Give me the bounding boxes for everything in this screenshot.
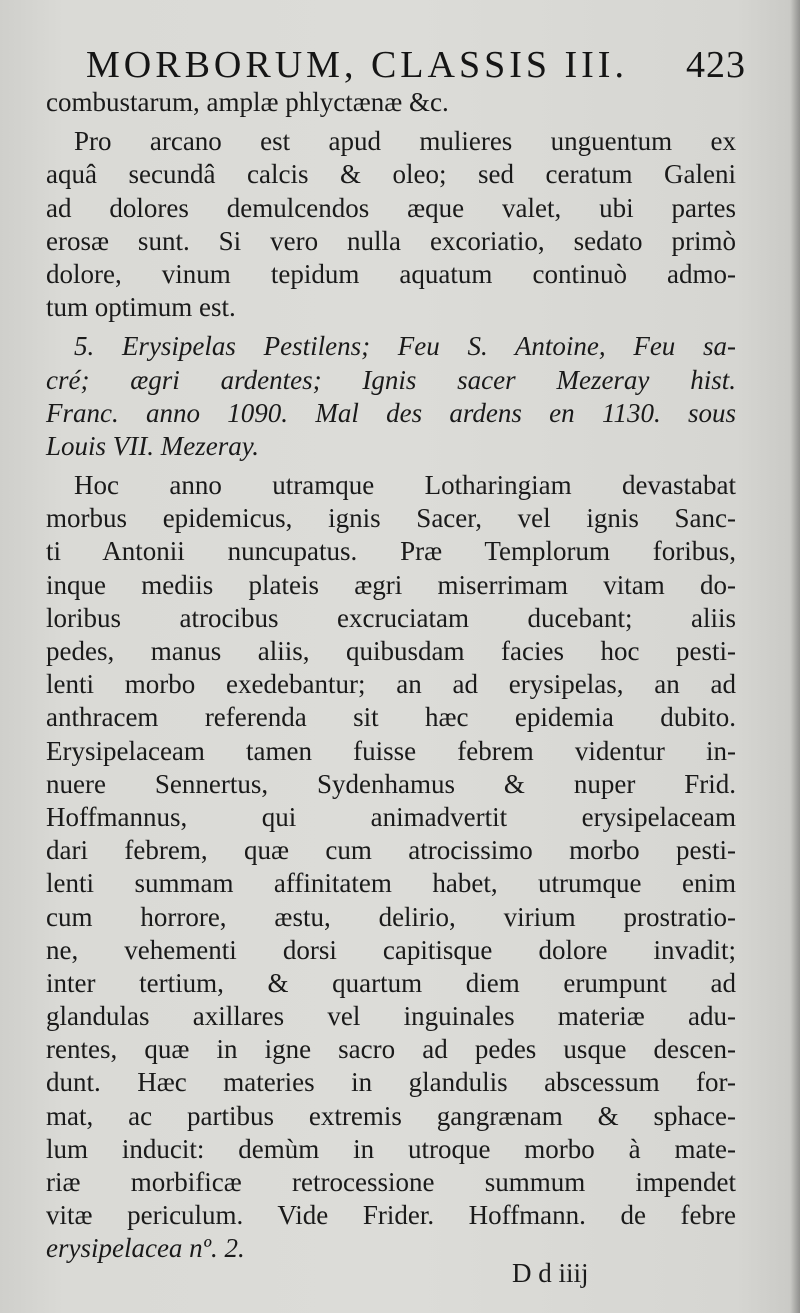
text-line: Hoffmannus, qui animadvertit erysipelaceam <box>46 801 736 832</box>
text-line: lum inducit: demùm in utroque morbo à mate- <box>46 1133 736 1164</box>
text-line: nuere Sennertus, Sydenhamus & nuper Frid. <box>46 768 736 799</box>
text-line: Pro arcano est apud mulieres unguentum ex <box>74 126 736 157</box>
text-line: inque mediis plateis ægri miserrimam vitam do- <box>46 569 736 600</box>
text-line: lenti morbo exedebantur; an ad erysipelas, an ad <box>46 669 736 700</box>
text-line: Louis VII. Mezeray. <box>46 430 259 461</box>
signature-mark: D d iiij <box>512 1258 589 1288</box>
text-line: ad dolores demulcendos æque valet, ubi partes <box>46 192 736 223</box>
text-line: aquâ secundâ calcis & oleo; sed ceratum Galeni <box>46 159 736 190</box>
text-line: dolore, vinum tepidum aquatum continuò admo- <box>46 258 736 289</box>
text-line: tum optimum est. <box>46 292 236 323</box>
text-line: 5. Erysipelas Pestilens; Feu S. Antoine, Feu sa- <box>74 331 736 362</box>
text-line: inter tertium, & quartum diem erumpunt ad <box>46 967 736 998</box>
running-title: MORBORUM, CLASSIS III. <box>86 44 628 86</box>
text-line: ti Antonii nuncupatus. Præ Templorum foribus, <box>46 536 736 567</box>
text-line: pedes, manus aliis, quibusdam facies hoc pesti- <box>46 636 736 666</box>
text-line: Erysipelaceam tamen fuisse febrem videntur in- <box>46 735 736 766</box>
text-line: erosæ sunt. Si vero nulla excoriatio, sedato primò <box>46 225 736 256</box>
text-line: dari febrem, quæ cum atrocissimo morbo pesti- <box>46 835 736 866</box>
text-line: cum horrore, æstu, delirio, virium prostratio- <box>46 901 736 932</box>
text-line: rentes, quæ in igne sacro ad pedes usque descen- <box>46 1034 736 1065</box>
text-line: morbus epidemicus, ignis Sacer, vel ignis Sanc- <box>46 503 736 534</box>
text-line: lenti summam affinitatem habet, utrumque enim <box>46 868 736 899</box>
text-line: riæ morbificæ retrocessione summum impendet <box>46 1167 736 1197</box>
text-line: loribus atrocibus excruciatam ducebant; aliis <box>46 602 736 633</box>
text-line: mat, ac partibus extremis gangrænam & sphace- <box>46 1100 736 1131</box>
text-line: Hoc anno utramque Lotharingiam devastabat <box>74 470 736 501</box>
text-line: anthracem referenda sit hæc epidemia dubito. <box>46 702 736 733</box>
text-line: cré; ægri ardentes; Ignis sacer Mezeray hist. <box>46 364 736 395</box>
text-line: Franc. anno 1090. Mal des ardens en 1130. sous <box>46 397 736 428</box>
text-line: vitæ periculum. Vide Frider. Hoffmann. de febre <box>46 1200 736 1231</box>
text-line: glandulas axillares vel inguinales materiæ adu- <box>46 1001 736 1032</box>
text-line: dunt. Hæc materies in glandulis abscessum for- <box>46 1067 736 1098</box>
text-line: ne, vehementi dorsi capitisque dolore invadit; <box>46 934 736 965</box>
text-line: erysipelacea nº. 2. <box>46 1233 245 1264</box>
body-text <box>46 86 736 1266</box>
running-header <box>86 40 746 90</box>
page-binding-shadow <box>790 0 800 1313</box>
text-line: combustarum, amplæ phlyctænæ &c. <box>46 87 449 117</box>
page-number: 423 <box>686 44 746 86</box>
